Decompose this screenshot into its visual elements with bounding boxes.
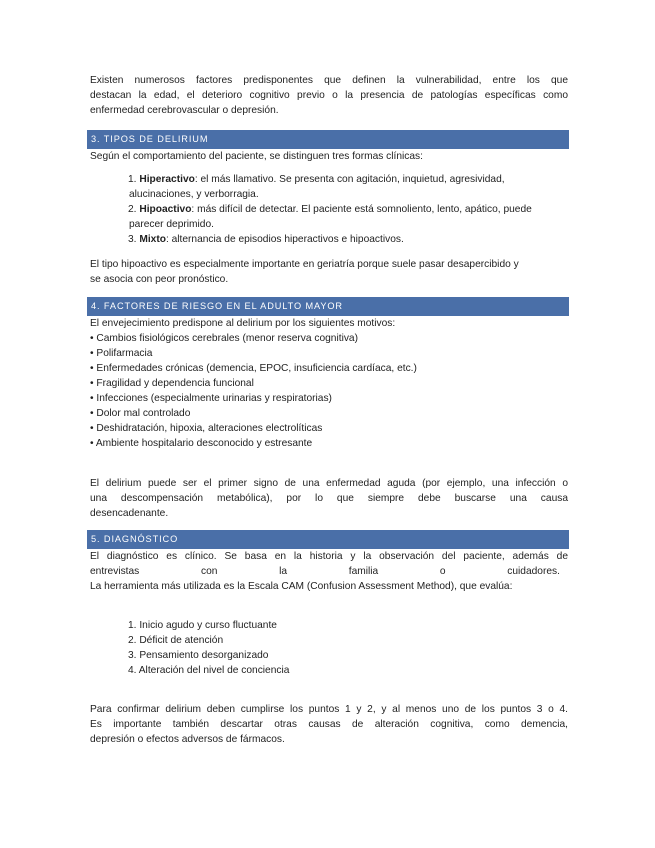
cam-criteria-list	[128, 618, 558, 678]
section-4-closing: El delirium puede ser el primer signo de una enfermedad aguda (por ejemplo, una infección o una descompensación metabólica), por lo que siempre debe buscarse una causa desencadenante.	[90, 478, 568, 519]
list-item: • Cambios fisiológicos cerebrales (menor reserva cognitiva)	[90, 333, 358, 344]
section-5-intro: El diagnóstico es clínico. Se basa en la historia y la observación del paciente, además de entrevistas con la familia o cuidadores. La herramienta más utilizada es la Escala CAM (Confusion Assessment Method), que evalúa:	[90, 551, 568, 592]
list-item: • Ambiente hospitalario desconocido y estresante	[90, 438, 313, 449]
risk-factor-list	[90, 331, 568, 451]
intro-line-1: Existen numerosos factores predisponentes que definen la vulnerabilidad, entre los que	[90, 75, 568, 86]
intro-line-3: enfermedad cerebrovascular o depresión.	[90, 105, 279, 116]
type-item-3: 3. Mixto: alternancia de episodios hiperactivos e hipoactivos.	[128, 234, 404, 245]
list-item: • Polifarmacia	[90, 348, 153, 359]
type-term-hipoactivo: Hipoactivo	[139, 204, 192, 215]
section-5-line-2: entrevistas con la familia o cuidadores.	[90, 566, 560, 577]
section-3-note: El tipo hipoactivo es especialmente importante en geriatría porque suele pasar desapercibido y se asocia con peor pronóstico.	[90, 259, 519, 285]
list-item: • Deshidratación, hipoxia, alteraciones electrolíticas	[90, 423, 323, 434]
list-item: • Enfermedades crónicas (demencia, EPOC, insuficiencia cardíaca, etc.)	[90, 363, 417, 374]
intro-paragraph	[90, 73, 568, 118]
type-item-1: 1. Hiperactivo: el más llamativo. Se presenta con agitación, inquietud, agresividad, alucinaciones, y verborragia.	[128, 174, 505, 200]
delirium-types-list	[128, 172, 558, 247]
intro-line-2: destacan la edad, el deterioro cognitivo previo o la presencia de patologías específicas como	[90, 90, 568, 101]
list-item: • Infecciones (especialmente urinarias y respiratorias)	[90, 393, 332, 404]
section-3-lead: Según el comportamiento del paciente, se distinguen tres formas clínicas:	[90, 151, 423, 162]
list-item: 3. Pensamiento desorganizado	[128, 650, 269, 661]
list-item: 2. Déficit de atención	[128, 635, 224, 646]
list-item: • Dolor mal controlado	[90, 408, 191, 419]
list-item: 4. Alteración del nivel de conciencia	[128, 665, 290, 676]
section-4-heading: 4. FACTORES DE RIESGO EN EL ADULTO MAYOR	[87, 297, 569, 316]
list-item: 1. Inicio agudo y curso fluctuante	[128, 620, 277, 631]
type-term-hiperactivo: Hiperactivo	[139, 174, 195, 185]
type-term-mixto: Mixto	[139, 234, 166, 245]
section-3-heading: 3. TIPOS DE DELIRIUM	[87, 130, 569, 149]
type-item-2: 2. Hipoactivo: más difícil de detectar. El paciente está somnoliento, lento, apático, puede parecer deprimido.	[128, 204, 532, 230]
section-5-heading: 5. DIAGNÓSTICO	[87, 530, 569, 549]
section-5-closing: Para confirmar delirium deben cumplirse los puntos 1 y 2, y al menos uno de los puntos 3 o 4. Es importante también descartar otras causas de alteración cognitiva, como demencia, depresión o efectos adversos de fármacos.	[90, 704, 568, 745]
list-item: • Fragilidad y dependencia funcional	[90, 378, 254, 389]
section-4-lead: El envejecimiento predispone al delirium por los siguientes motivos:	[90, 318, 396, 329]
